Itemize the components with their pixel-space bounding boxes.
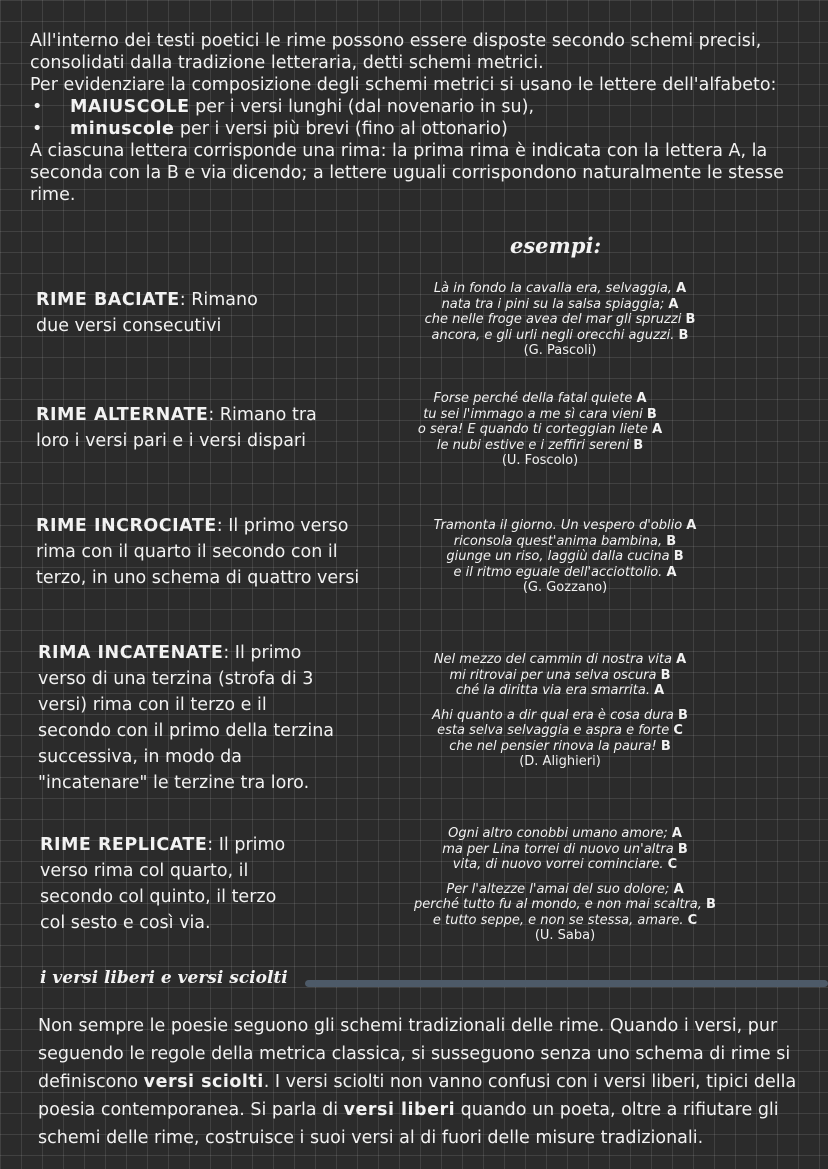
verse-line: riconsola quest'anima bambina, B: [453, 533, 677, 549]
verse-line: Là in fondo la cavalla era, selvaggia, A: [433, 281, 687, 296]
poem-author: (G. Gozzano): [522, 580, 608, 595]
poem-example-replicate: [385, 826, 745, 944]
outro-text: quando un poeta, oltre a rifiutare gli schemi delle rime, costruisce i suoi versi al di fuori delle misure tradizionali.: [38, 1100, 779, 1148]
verse-line: Forse perché della fatal quiete A: [433, 391, 647, 406]
poem-example-incatenate: [380, 652, 740, 770]
poem-example-baciate: [380, 281, 740, 359]
term-uppercase: MAIUSCOLE: [70, 97, 190, 117]
verse-line: perché tutto fu al mondo, e non mai scaltra, B: [414, 897, 716, 912]
definition-rime-alternate: [36, 402, 336, 454]
definition-title: RIME ALTERNATE: [36, 405, 209, 425]
verse-line: o sera! E quando ti corteggian liete A: [417, 422, 663, 437]
definition-text: : Rimano tra loro i versi pari e i versi dispari: [36, 405, 317, 451]
verse-line: Ogni altro conobbi umano amore; A: [448, 826, 682, 841]
poem-author: (U. Foscolo): [501, 453, 579, 468]
definition-title: RIME BACIATE: [36, 290, 180, 310]
verse-line: ché la diritta via era smarrita. A: [455, 683, 665, 698]
heading-divider: [305, 980, 828, 987]
term-lowercase: minuscole: [70, 119, 175, 139]
verse-line: Nel mezzo del cammin di nostra vita A: [433, 652, 687, 667]
verse-line: Ahi quanto a dir qual era è cosa dura B: [432, 707, 688, 723]
definition-text: : Il primo verso di una terzina (strofa di 3 versi) rima con il terzo e il secondo con il primo della terzina successiva, in modo da "incatenare" le terzine tra loro.: [38, 643, 335, 793]
verse-line: mi ritrovai per una selva oscura B: [449, 667, 671, 683]
definition-title: RIMA INCATENATE: [38, 643, 224, 663]
term-versi-sciolti: versi sciolti: [143, 1072, 264, 1092]
verse-line: le nubi estive e i zeffiri sereni B: [436, 437, 644, 453]
definition-text: : Il primo verso rima con il quarto il secondo con il terzo, in uno schema di quattro versi: [36, 516, 360, 588]
definition-rime-replicate: [40, 832, 290, 936]
definition-text: : Il primo verso rima col quarto, il secondo col quinto, il terzo col sesto e così via.: [40, 835, 286, 933]
list-item-text: per i versi lunghi (dal novenario in su),: [189, 97, 535, 117]
poem-author: (G. Pascoli): [523, 343, 597, 358]
verse-line: e il ritmo eguale dell'acciottolio. A: [453, 564, 677, 580]
list-item: [30, 96, 810, 118]
outro-text: Non sempre le poesie seguono gli schemi tradizionali delle rime. Quando i versi, pur seguendo le regole della metrica classica, si susseguono senza uno schema di rime si definiscono: [38, 1016, 791, 1092]
poem-author: (D. Alighieri): [519, 754, 601, 769]
list-item: [30, 118, 810, 140]
poem-example-incrociate: [385, 518, 745, 596]
definition-text: : Rimano due versi consecutivi: [36, 290, 258, 336]
definition-title: RIME REPLICATE: [40, 835, 208, 855]
verse-line: Tramonta il giorno. Un vespero d'oblio A: [433, 518, 697, 533]
intro-paragraph-3: A ciascuna lettera corrisponde una rima: la prima rima è indicata con la lettera A, la seconda con la B e via dicendo; a lettere uguali corrispondono naturalmente le stesse rime.: [30, 141, 784, 205]
definition-title: RIME INCROCIATE: [36, 516, 217, 536]
intro-paragraph-2: Per evidenziare la composizione degli schemi metrici si usano le lettere dell'alfabeto:: [30, 75, 777, 95]
intro-block: [30, 30, 810, 206]
definition-rime-incrociate: [36, 513, 391, 591]
definition-rime-baciate: [36, 287, 296, 339]
list-item-text: per i versi più brevi (fino al ottonario): [174, 119, 508, 139]
section-heading-versi: i versi liberi e versi sciolti: [40, 968, 288, 988]
verse-line: ma per Lina torrei di nuovo un'altra B: [442, 841, 688, 857]
verse-line: Per l'altezze l'amai del suo dolore; A: [446, 881, 684, 897]
intro-paragraph-1: All'interno dei testi poetici le rime possono essere disposte secondo schemi precisi, consolidati dalla tradizione letteraria, detti schemi metrici.: [30, 31, 762, 73]
verse-line: giunge un riso, laggiù dalla cucina B: [446, 549, 684, 564]
verse-line: ancora, e gli urli negli orecchi aguzzi. B: [431, 327, 689, 343]
poem-example-alternate: [360, 391, 720, 469]
term-versi-liberi: versi liberi: [343, 1100, 456, 1120]
examples-heading: esempi:: [510, 233, 602, 258]
verse-line: nata tra i pini su la salsa spiaggia; A: [441, 296, 679, 312]
definition-rima-incatenate: [38, 640, 338, 796]
outro-paragraph: [38, 1012, 808, 1152]
verse-line: tu sei l'immago a me sì cara vieni B: [423, 406, 657, 422]
verse-line: che nel pensier rinova la paura! B: [449, 738, 671, 754]
poem-author: (U. Saba): [534, 928, 596, 943]
verse-line: e tutto seppe, e non se stessa, amare. C: [432, 912, 698, 928]
verse-line: vita, di nuovo vorrei cominciare. C: [452, 857, 678, 872]
outro-text: . I versi sciolti non vanno confusi con i versi liberi, tipici della poesia contemporanea. Si parla di: [38, 1072, 797, 1120]
verse-line: che nelle froge avea del mar gli spruzzi B: [424, 312, 696, 327]
verse-line: esta selva selvaggia e aspra e forte C: [437, 723, 683, 738]
letter-case-list: [30, 96, 810, 140]
